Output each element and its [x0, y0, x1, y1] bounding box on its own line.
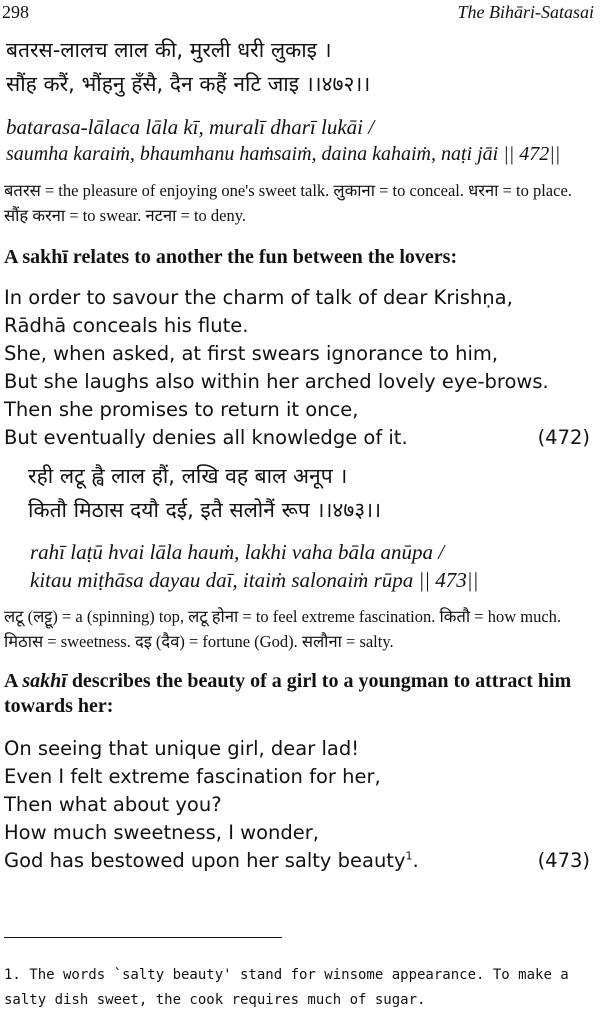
translation-line: But she laughs also within her arched lovely eye-brows. — [4, 370, 549, 393]
translation-line: Rādhā conceals his flute. — [4, 314, 249, 337]
footnote-marker: 1 — [405, 849, 413, 863]
translation-line — [4, 426, 596, 449]
transliteration-line: batarasa-lālaca lāla kī, muralī dharī lukāi / — [6, 115, 375, 139]
translation-line: Even I felt extreme fascination for her, — [4, 765, 381, 788]
devanagari-line: कितौ मिठास दयौ दई, इतै सलोनैं रूप ।।४७३।। — [28, 498, 382, 522]
section-heading — [4, 669, 592, 719]
translation-line: How much sweetness, I wonder, — [4, 821, 319, 844]
section-heading: A sakhī relates to another the fun between the lovers: — [4, 246, 458, 268]
heading-text: describes the beauty of a girl to a youngman to attract him towards her: — [4, 670, 572, 717]
verse-number: (473) — [537, 849, 590, 872]
translation-line: Then she promises to return it once, — [4, 398, 359, 421]
translation-line: In order to savour the charm of talk of dear Krishṇa, — [4, 286, 513, 309]
word-gloss: लटू (लट्टू) = a (spinning) top, लटू होना = to feel extreme fascination. कितौ = how much. मिठास = sweetness. दइ (दैव) = fortune (God). सलौना = salty. — [4, 607, 562, 651]
page-number: 298 — [2, 2, 29, 22]
translation-line: She, when asked, at first swears ignorance to him, — [4, 342, 499, 365]
verse-number: (472) — [537, 426, 590, 449]
word-gloss: बतरस = the pleasure of enjoying one's sweet talk. लुकाना = to conceal. धरना = to place. सौंह करना = to swear. नटना = to deny. — [4, 181, 572, 225]
transliteration-line: saumha karaiṁ, bhaumhanu haṁsaiṁ, daina kahaiṁ, naṭi jāi || 472|| — [6, 143, 561, 165]
footnote: 1. The words `salty beauty' stand for winsome appearance. To make a salty dish sweet, the cook requires much of sugar. — [4, 967, 569, 1008]
devanagari-line: बतरस-लालच लाल की, मुरली धरी लुकाइ । — [6, 38, 332, 62]
translation-line — [4, 849, 596, 872]
heading-text: A — [4, 670, 23, 692]
transliteration-line: rahī laṭū hvai lāla hauṁ, lakhi vaha bāla anūpa / — [30, 540, 445, 564]
translation-text: But eventually denies all knowledge of it. — [4, 426, 408, 449]
translation-end-mark: . — [412, 849, 419, 872]
devanagari-line: रही लटू ह्वै लाल हौं, लखि वह बाल अनूप । — [28, 464, 348, 488]
running-title: The Bihāri-Satasai — [457, 2, 594, 22]
translation-line: Then what about you? — [4, 793, 222, 816]
translation-line: On seeing that unique girl, dear lad! — [4, 737, 360, 760]
transliteration-line: kitau miṭhāsa dayau daī, itaiṁ salonaiṁ rūpa || 473|| — [30, 568, 479, 592]
footnote-divider — [4, 937, 282, 938]
devanagari-line: सौंह करैं, भौंहनु हँसै, दैन कहैं नटि जाइ ।।४७२।। — [6, 72, 371, 96]
translation-text: God has bestowed upon her salty beauty — [4, 849, 406, 872]
heading-emphasis: sakhī — [22, 670, 67, 692]
